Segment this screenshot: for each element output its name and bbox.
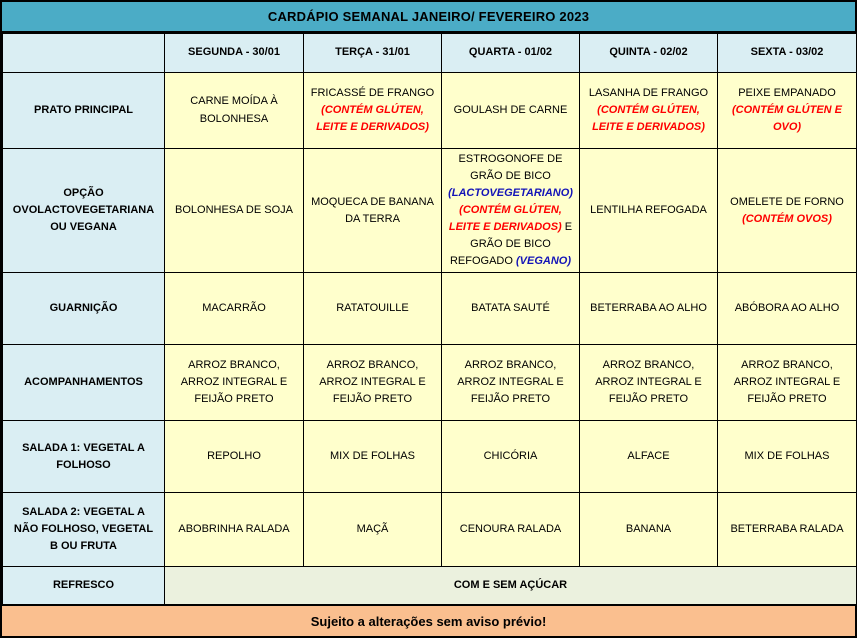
footer-notice: Sujeito a alterações sem aviso prévio! [2, 605, 855, 636]
row-label-cell: OPÇÃO OVOLACTOVEGETARIANA OU VEGANA [3, 149, 165, 273]
dish-name: ESTROGONOFE DE GRÃO DE BICO [458, 153, 563, 183]
row-label-cell: PRATO PRINCIPAL [3, 73, 165, 149]
dish-name: BOLONHESA DE SOJA [175, 204, 293, 217]
refresco-value-cell: COM E SEM AÇÚCAR [165, 567, 857, 605]
menu-cell [442, 149, 580, 273]
day-header-cell: QUARTA - 01/02 [442, 34, 580, 73]
menu-cell [304, 421, 442, 493]
menu-cell [580, 149, 718, 273]
menu-cell [442, 421, 580, 493]
dish-name: ARROZ BRANCO, ARROZ INTEGRAL E FEIJÃO PRETO [180, 359, 288, 406]
refresco-row [3, 567, 857, 605]
table-row [3, 73, 857, 149]
dish-name: FRICASSÉ DE FRANGO [310, 86, 435, 99]
dish-name: CENOURA RALADA [459, 523, 562, 536]
dish-name: ARROZ BRANCO, ARROZ INTEGRAL E FEIJÃO PRETO [457, 359, 564, 406]
dish-name: ARROZ BRANCO, ARROZ INTEGRAL E FEIJÃO PRETO [733, 359, 841, 406]
dish-name: MACARRÃO [202, 302, 266, 315]
dish-name: LENTILHA REFOGADA [590, 204, 707, 217]
menu-cell [165, 345, 304, 421]
menu-cell [165, 421, 304, 493]
dish-name: GOULASH DE CARNE [453, 103, 568, 116]
allergen-note: (CONTÉM GLÚTEN E OVO) [732, 103, 842, 134]
menu-cell [304, 149, 442, 273]
menu-cell [580, 421, 718, 493]
dish-name: MIX DE FOLHAS [744, 450, 830, 463]
dish-name: PEIXE EMPANADO [738, 86, 836, 99]
dish-name: E GRÃO DE BICO REFOGADO [449, 221, 573, 268]
row-label-cell: GUARNIÇÃO [3, 273, 165, 345]
menu-cell [580, 345, 718, 421]
menu-table-body [3, 73, 857, 605]
menu-cell [442, 73, 580, 149]
allergen-note: (CONTÉM GLÚTEN, LEITE E DERIVADOS) [448, 204, 562, 234]
dish-name: MOQUECA DE BANANA DA TERRA [311, 195, 434, 225]
row-label-cell: ACOMPANHAMENTOS [3, 345, 165, 421]
menu-cell [304, 273, 442, 345]
dish-name: BANANA [625, 523, 672, 536]
menu-cell [580, 493, 718, 567]
menu-cell [718, 345, 857, 421]
dish-name: CARNE MOÍDA À BOLONHESA [190, 95, 278, 125]
allergen-note: (CONTÉM GLÚTEN, LEITE E DERIVADOS) [316, 103, 429, 134]
menu-cell [165, 149, 304, 273]
dish-name: RATATOUILLE [336, 302, 409, 315]
table-row [3, 273, 857, 345]
dish-name: ARROZ BRANCO, ARROZ INTEGRAL E FEIJÃO PRETO [595, 359, 702, 406]
menu-cell [304, 73, 442, 149]
dish-name: BETERRABA RALADA [730, 523, 844, 536]
dish-name: ABOBRINHA RALADA [178, 523, 290, 536]
menu-cell [718, 73, 857, 149]
row-label-cell: SALADA 1: VEGETAL A FOLHOSO [3, 421, 165, 493]
menu-cell [580, 273, 718, 345]
menu-cell [165, 73, 304, 149]
dish-name: REPOLHO [207, 450, 261, 463]
dish-name: MIX DE FOLHAS [330, 450, 415, 463]
menu-cell [304, 493, 442, 567]
table-row [3, 149, 857, 273]
allergen-note: (CONTÉM OVOS) [742, 212, 832, 225]
dish-name: LASANHA DE FRANGO [588, 86, 709, 99]
day-header-row [3, 34, 857, 73]
table-row [3, 493, 857, 567]
menu-cell [442, 345, 580, 421]
dish-name: OMELETE DE FORNO [730, 195, 844, 208]
corner-cell [3, 34, 165, 73]
menu-cell [304, 345, 442, 421]
day-header-cell: QUINTA - 02/02 [580, 34, 718, 73]
day-header-cell: SEGUNDA - 30/01 [165, 34, 304, 73]
menu-cell [718, 149, 857, 273]
dish-name: ARROZ BRANCO, ARROZ INTEGRAL E FEIJÃO PRETO [319, 359, 426, 406]
day-header-cell: TERÇA - 31/01 [304, 34, 442, 73]
table-row [3, 345, 857, 421]
menu-cell [718, 493, 857, 567]
dish-name: ALFACE [627, 450, 670, 463]
allergen-note: (CONTÉM GLÚTEN, LEITE E DERIVADOS) [592, 103, 705, 134]
dish-name: BETERRABA AO ALHO [590, 302, 707, 315]
menu-cell [718, 273, 857, 345]
dish-name: CHICÓRIA [483, 450, 538, 463]
diet-note: (VEGANO) [516, 255, 571, 268]
menu-cell [442, 273, 580, 345]
menu-cell [580, 73, 718, 149]
diet-note: (LACTOVEGETARIANO) [448, 187, 573, 200]
page-title: CARDÁPIO SEMANAL JANEIRO/ FEVEREIRO 2023 [2, 2, 855, 33]
dish-name: BATATA SAUTÉ [471, 302, 550, 315]
menu-cell [718, 421, 857, 493]
menu-cell [165, 493, 304, 567]
row-label-cell: REFRESCO [3, 567, 165, 605]
menu-table [2, 33, 857, 605]
row-label-cell: SALADA 2: VEGETAL A NÃO FOLHOSO, VEGETAL B OU FRUTA [3, 493, 165, 567]
day-header-cell: SEXTA - 03/02 [718, 34, 857, 73]
table-row [3, 421, 857, 493]
menu-cell [165, 273, 304, 345]
menu-cell [442, 493, 580, 567]
dish-name: MAÇÃ [356, 523, 389, 536]
dish-name: ABÓBORA AO ALHO [734, 302, 840, 315]
